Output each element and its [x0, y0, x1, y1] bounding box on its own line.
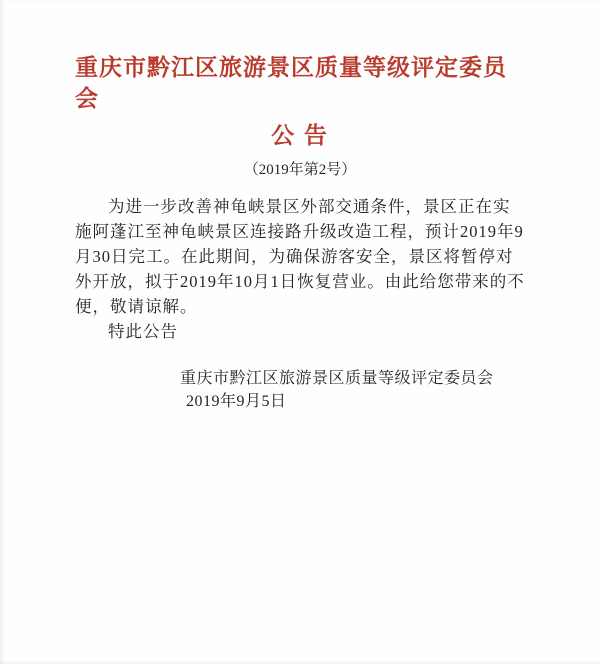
document-number: （2019年第2号） — [243, 162, 357, 178]
closing-phrase: 特此公告 — [108, 322, 178, 341]
body-line: 月30日完工。在此期间，为确保游客安全，景区将暂停对 — [75, 247, 514, 266]
announcement-body — [75, 194, 525, 344]
document-content — [75, 52, 525, 413]
issuing-organization-title — [75, 52, 525, 114]
body-line: 施阿蓬江至神龟峡景区连接路升级改造工程，预计2019年9 — [75, 222, 524, 241]
body-line: 外开放，拟于2019年10月1日恢复营业。由此给您带来的不 — [75, 272, 525, 291]
body-line: 为进一步改善神龟峡景区外部交通条件，景区正在实 — [108, 197, 511, 216]
org-title-line-1: 重庆市黔江区旅游景区质量等级评定委员 — [75, 55, 507, 80]
org-title-line-2: 会 — [75, 86, 99, 111]
document-type-heading: 公 告 — [271, 123, 329, 148]
signature-date: 2019年9月5日 — [186, 393, 287, 410]
signature-organization: 重庆市黔江区旅游景区质量等级评定委员会 — [180, 370, 494, 387]
signature-block — [75, 367, 525, 413]
body-line: 便，敬请谅解。 — [75, 297, 198, 316]
